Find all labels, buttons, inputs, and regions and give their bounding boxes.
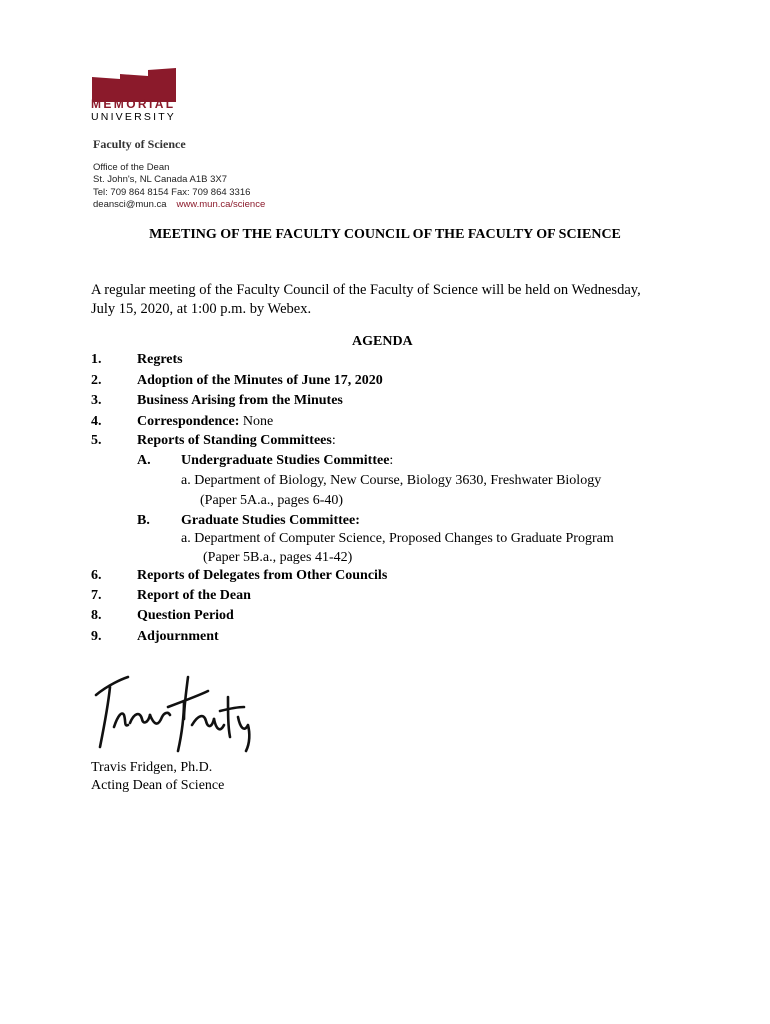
agenda-item-number: 9.: [91, 629, 102, 644]
agenda-item-label: Adjournment: [137, 629, 219, 644]
agenda-item-label-rest: None: [239, 414, 274, 429]
agenda-heading: AGENDA: [352, 334, 413, 349]
agenda-item-number: 3.: [91, 393, 102, 408]
committee-title: [181, 453, 393, 469]
document-title: MEETING OF THE FACULTY COUNCIL OF THE FACULTY OF SCIENCE: [149, 227, 621, 242]
signatory-block: [91, 759, 224, 795]
committee-detail: (Paper 5B.a., pages 41-42): [203, 550, 353, 565]
signatory-role: Acting Dean of Science: [91, 778, 225, 793]
committee-title: Graduate Studies Committee:: [181, 513, 360, 528]
office-address-block: [93, 162, 265, 211]
agenda-item-number: 6.: [91, 568, 102, 583]
committee-detail: (Paper 5A.a., pages 6-40): [200, 493, 344, 508]
agenda-item-number: 4.: [91, 414, 102, 429]
agenda-item-number: 8.: [91, 608, 102, 623]
committee-title-rest: :: [389, 453, 394, 468]
committee-detail: a. Department of Computer Science, Proposed Changes to Graduate Program: [181, 531, 614, 546]
agenda-item-number: 5.: [91, 433, 102, 448]
committee-letter: B.: [137, 513, 150, 528]
office-line: St. John's, NL Canada A1B 3X7: [93, 174, 228, 186]
office-line: Office of the Dean: [93, 162, 170, 173]
agenda-item-label: Question Period: [137, 608, 234, 623]
website-link[interactable]: www.mun.ca/science: [176, 198, 266, 210]
agenda-item-label: Reports of Delegates from Other Councils: [137, 568, 388, 583]
agenda-item-number: 1.: [91, 352, 102, 367]
signatory-name: Travis Fridgen, Ph.D.: [91, 760, 213, 775]
agenda-item-label: Business Arising from the Minutes: [137, 393, 343, 408]
committee-letter: A.: [137, 453, 151, 468]
contact-line: [93, 199, 265, 211]
logo-wordmark-memorial: MEMORIAL: [91, 97, 176, 111]
faculty-name: Faculty of Science: [93, 137, 186, 151]
agenda-item-label: Report of the Dean: [137, 588, 251, 603]
intro-paragraph: [91, 281, 681, 319]
agenda-item-label: Regrets: [137, 352, 183, 367]
agenda-item-label: [137, 433, 336, 449]
agenda-item-label-bold: Reports of Standing Committees: [137, 433, 332, 448]
intro-line: A regular meeting of the Faculty Council of the Faculty of Science will be held on Wednesday,: [91, 282, 641, 298]
university-logo: [90, 68, 190, 126]
handwritten-signature-icon: [88, 667, 278, 757]
committee-detail: a. Department of Biology, New Course, Biology 3630, Freshwater Biology: [181, 473, 602, 488]
logo-wordmark-university: UNIVERSITY: [91, 111, 177, 123]
agenda-item-number: 7.: [91, 588, 102, 603]
office-line: Tel: 709 864 8154 Fax: 709 864 3316: [93, 186, 251, 198]
agenda-item-label: [137, 414, 273, 430]
agenda-item-number: 2.: [91, 373, 102, 388]
email-link[interactable]: deansci@mun.ca: [93, 198, 167, 210]
intro-line: July 15, 2020, at 1:00 p.m. by Webex.: [91, 301, 312, 317]
agenda-item-label-rest: :: [331, 433, 336, 448]
agenda-item-label: Adoption of the Minutes of June 17, 2020: [137, 373, 383, 388]
agenda-item-label-bold: Correspondence:: [137, 414, 240, 429]
committee-title-bold: Undergraduate Studies Committee: [181, 453, 390, 468]
